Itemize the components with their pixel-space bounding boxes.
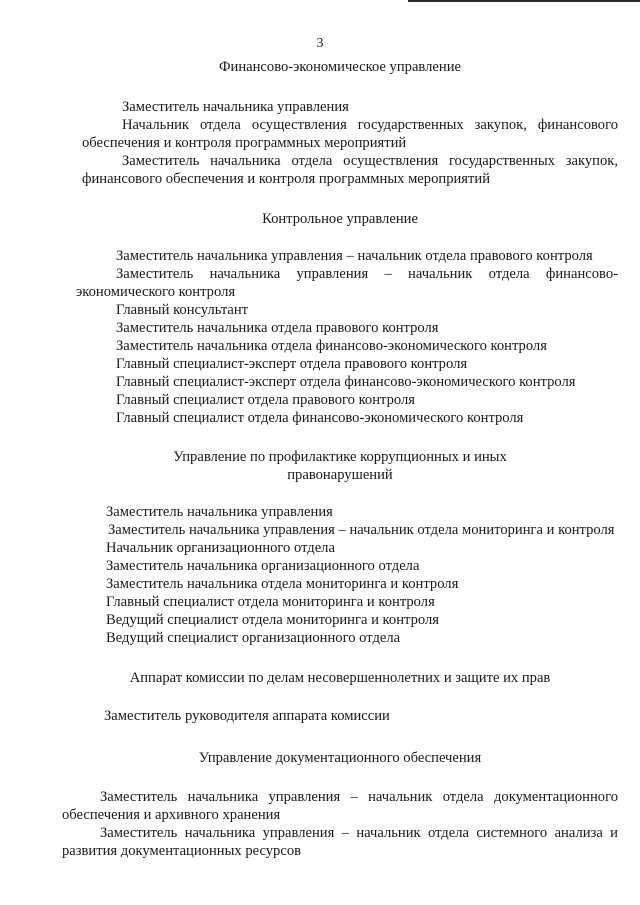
section-control bbox=[62, 210, 618, 427]
section-title: Аппарат комиссии по делам несовершеннолетних и защите их прав bbox=[129, 670, 551, 686]
list-item: Главный специалист-эксперт отдела финансово-экономического контроля bbox=[116, 374, 576, 390]
list-item: Заместитель начальника управления bbox=[122, 99, 349, 115]
page-number: 3 bbox=[316, 36, 324, 51]
list-item: Заместитель начальника управления – начальник отдела мониторинга и контроля bbox=[108, 522, 615, 538]
list-item: Заместитель начальника отдела осуществления государственных закупок, финансового обеспечения и контроля программных мероприятий bbox=[82, 153, 618, 187]
list-item: Главный специалист отдела мониторинга и контроля bbox=[106, 594, 435, 610]
position-list bbox=[62, 247, 618, 427]
list-item: Главный консультант bbox=[116, 302, 249, 318]
position-list bbox=[62, 707, 618, 725]
section-title: Финансово-экономическое управление bbox=[219, 59, 461, 75]
list-item: Начальник организационного отдела bbox=[106, 540, 335, 556]
top-edge-line bbox=[408, 0, 640, 2]
list-item: Главный специалист отдела финансово-экономического контроля bbox=[116, 410, 524, 426]
position-list bbox=[62, 788, 618, 860]
section-title: Управление документационного обеспечения bbox=[198, 750, 482, 766]
list-item: Заместитель начальника отдела правового контроля bbox=[116, 320, 439, 336]
section-title: Контрольное управление bbox=[262, 211, 418, 227]
list-item: Главный специалист-эксперт отдела правового контроля bbox=[116, 356, 468, 372]
list-item: Ведущий специалист отдела мониторинга и контроля bbox=[106, 612, 439, 628]
document-body bbox=[62, 58, 618, 860]
list-item: Ведущий специалист организационного отдела bbox=[106, 630, 401, 646]
list-item: Заместитель начальника управления – начальник отдела правового контроля bbox=[116, 248, 593, 264]
position-list bbox=[62, 503, 618, 647]
list-item: Заместитель начальника управления – начальник отдела системного анализа и развития документационных ресурсов bbox=[62, 825, 618, 859]
section-corruption bbox=[62, 448, 618, 647]
list-item: Заместитель начальника отдела финансово-экономического контроля bbox=[116, 338, 547, 354]
section-documentation bbox=[62, 749, 618, 860]
list-item: Начальник отдела осуществления государственных закупок, финансового обеспечения и контроля программных мероприятий bbox=[82, 117, 618, 151]
section-title: Управление по профилактике коррупционных и иных правонарушений bbox=[173, 449, 507, 483]
position-list bbox=[62, 98, 618, 188]
list-item: Заместитель начальника управления bbox=[106, 504, 333, 520]
list-item: Заместитель начальника отдела мониторинга и контроля bbox=[106, 576, 459, 592]
list-item: Главный специалист отдела правового контроля bbox=[116, 392, 415, 408]
section-commission bbox=[62, 669, 618, 725]
list-item: Заместитель начальника управления – начальник отдела финансово-экономического контроля bbox=[76, 266, 618, 300]
list-item: Заместитель начальника управления – начальник отдела документационного обеспечения и архивного хранения bbox=[62, 789, 618, 823]
section-financial bbox=[62, 58, 618, 188]
list-item: Заместитель руководителя аппарата комиссии bbox=[104, 708, 390, 724]
list-item: Заместитель начальника организационного отдела bbox=[106, 558, 420, 574]
